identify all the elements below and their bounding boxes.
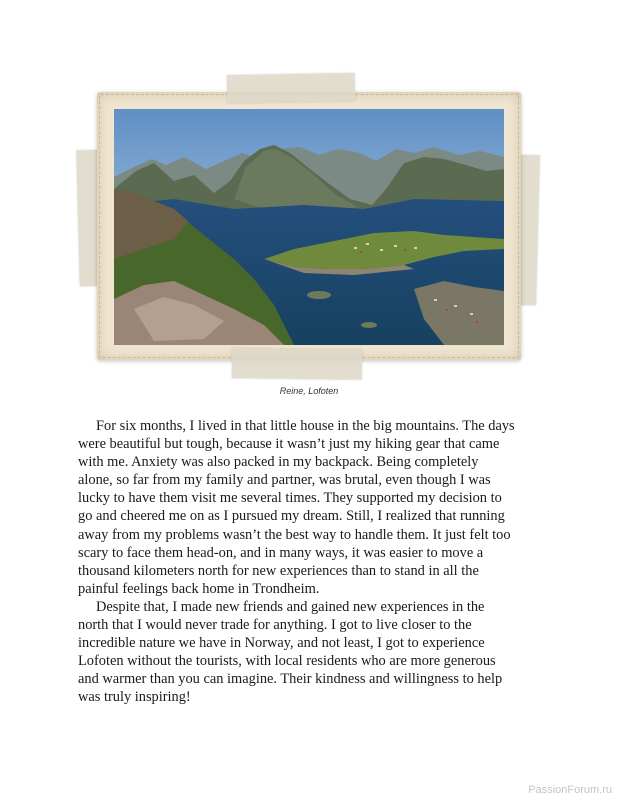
text-line: go and cheered me on as I pursued my dream. Still, I realized that running: [78, 508, 505, 525]
text-line: were beautiful but tough, because it wasn’t just my hiking gear that came: [78, 436, 500, 453]
watermark: PassionForum.ru: [528, 784, 612, 796]
text-line: For six months, I lived in that little house in the big mountains. The days: [96, 418, 515, 434]
text-line: Despite that, I made new friends and gained new experiences in the: [96, 598, 485, 615]
text-line: north that I would never trade for anything. I got to live closer to the: [78, 617, 472, 634]
tape-strip-top: [227, 73, 355, 103]
text-line: with me. Anxiety was also packed in my backpack. Being completely: [78, 454, 479, 471]
text-line: and warmer than you can imagine. Their kindness and willingness to help: [78, 671, 503, 688]
tape-strip-bottom: [232, 348, 362, 380]
photo-caption: Reine, Lofoten: [279, 386, 339, 396]
text-line: scary to face them head-on, and in many ways, it was easier to move a: [78, 544, 484, 561]
reine-lofoten-photo: [114, 109, 504, 345]
text-line: alone, so far from my family and partner, was brutal, even though I was: [78, 472, 491, 489]
text-line: lucky to have them visit me several times. They supported my decision to: [78, 490, 502, 507]
text-line: was truly inspiring!: [78, 689, 191, 706]
photo-frame: [97, 92, 521, 360]
text-line: painful feelings back home in Trondheim.: [78, 580, 320, 597]
text-line: thousand kilometers north for new experiences than to stand in all the: [78, 562, 479, 579]
body-text: [78, 417, 538, 707]
text-line: away from my problems wasn’t the best way to handle them. It just felt too: [78, 526, 511, 543]
text-line: Lofoten without the tourists, with local residents who are more generous: [78, 653, 496, 670]
landscape-illustration: [114, 109, 504, 345]
text-line: incredible nature we have in Norway, and not least, I got to experience: [78, 635, 485, 652]
